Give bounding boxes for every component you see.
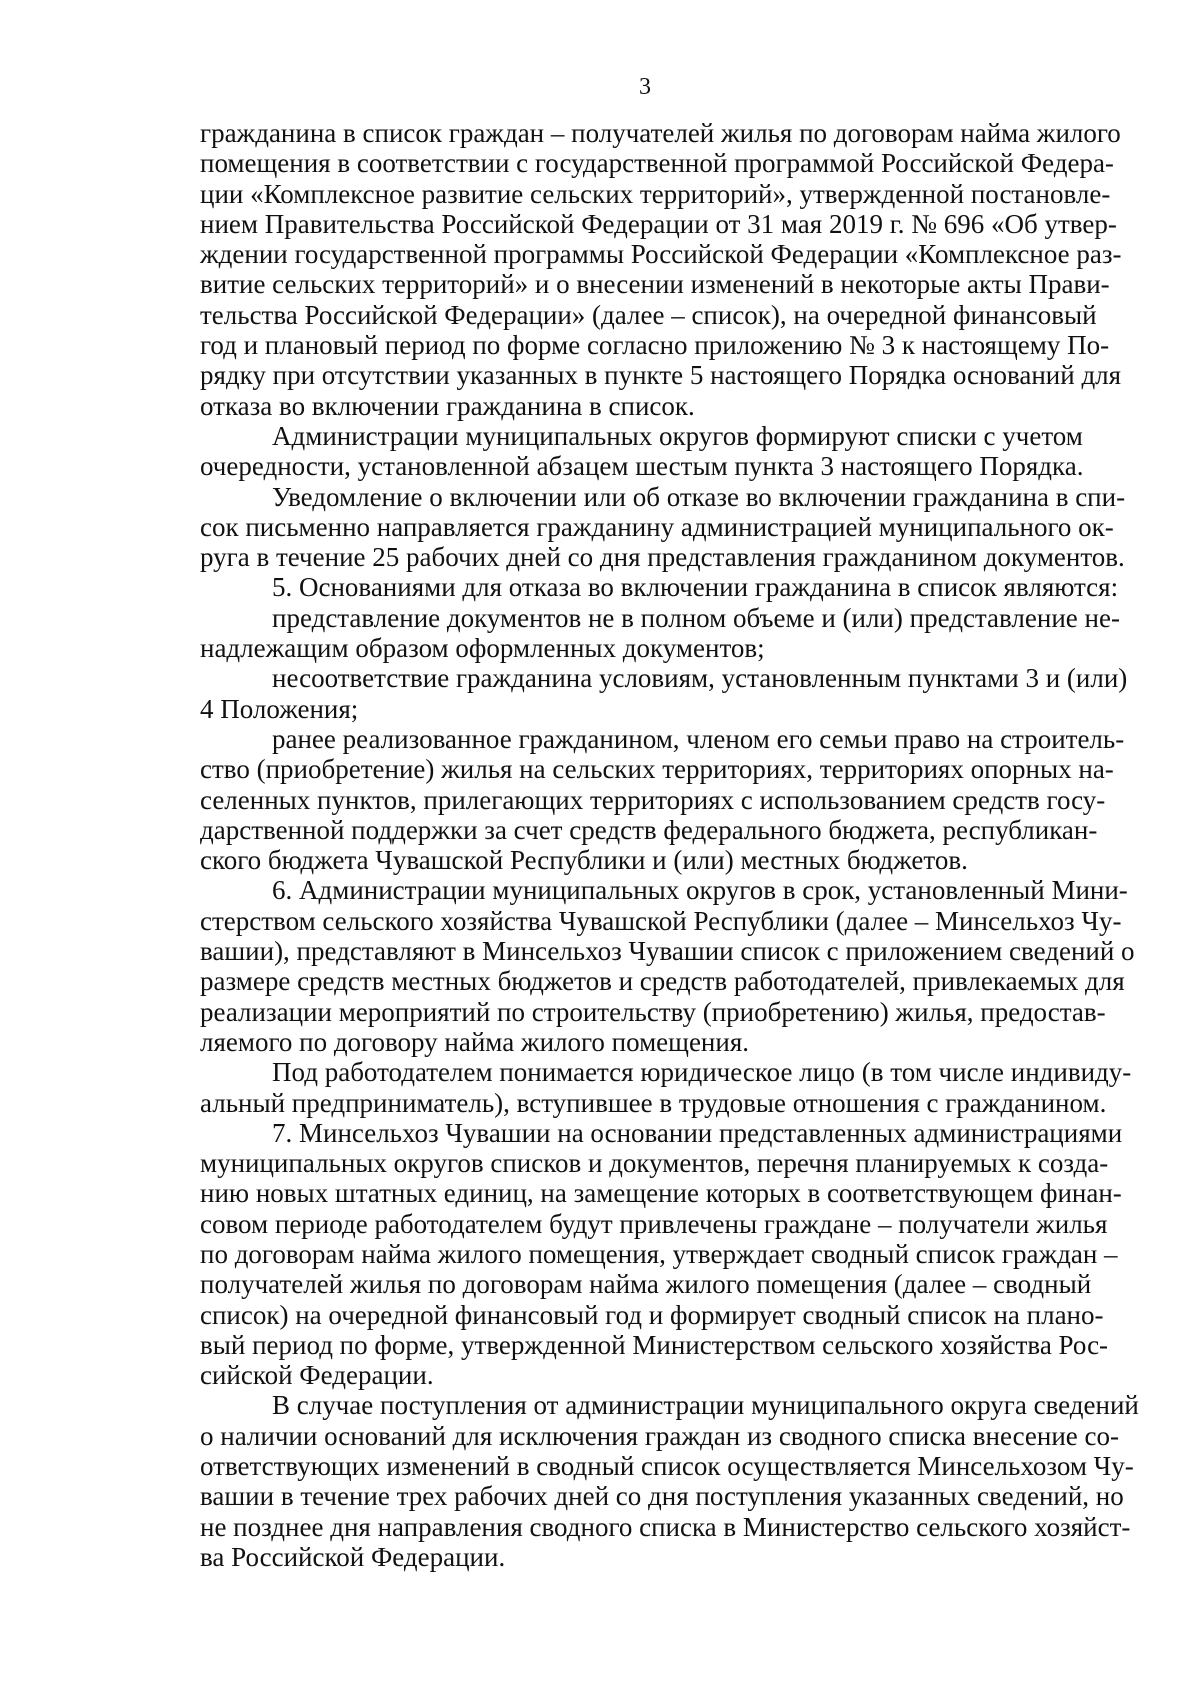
text-line: вашии), представляют в Минсельхоз Чувашии список с приложением сведений о	[200, 936, 1135, 967]
paragraph	[200, 1390, 1139, 1572]
paragraph	[200, 663, 1128, 724]
text-line: получателей жилья по договорам найма жилого помещения (далее – сводный	[200, 1269, 1092, 1300]
text-line: нию новых штатных единиц, на замещение которых в соответствующем финан-	[200, 1178, 1122, 1209]
text-line: Под работодателем понимается юридическое лицо (в том числе индивиду-	[272, 1057, 1132, 1088]
text-line: 4 Положения;	[200, 693, 359, 724]
text-line: дарственной поддержки за счет средств федерального бюджета, республикан-	[200, 814, 1098, 845]
text-line: руга в течение 25 рабочих дней со дня представления гражданином документов.	[200, 542, 1125, 573]
text-line: год и плановый период по форме согласно приложению № 3 к настоящему По-	[200, 330, 1110, 361]
text-line: 6. Администрации муниципальных округов в срок, установленный Мини-	[272, 875, 1128, 906]
text-line: тельства Российской Федерации» (далее – список), на очередной финансовый	[200, 299, 1097, 330]
paragraph	[200, 421, 1082, 482]
text-line: не позднее дня направления сводного списка в Министерство сельского хозяйст-	[200, 1511, 1131, 1542]
text-line: нием Правительства Российской Федерации от 31 мая 2019 г. № 696 «Об утвер-	[200, 208, 1117, 239]
text-line: 7. Минсельхоз Чувашии на основании представленных администрациями	[272, 1117, 1123, 1148]
text-line: гражданина в список граждан – получателей жилья по договорам найма жилого	[200, 118, 1121, 148]
text-line: реализации мероприятий по строительству (приобретению) жилья, предостав-	[200, 996, 1106, 1027]
text-line: селенных пунктов, прилегающих территориях с использованием средств госу-	[200, 784, 1106, 815]
document-body	[200, 118, 1139, 1572]
text-line: рядку при отсутствии указанных в пункте 5 настоящего Порядка оснований для	[200, 360, 1122, 391]
text-line: вый период по форме, утвержденной Министерством сельского хозяйства Рос-	[200, 1329, 1109, 1360]
text-line: витие сельских территорий» и о внесении изменений в некоторые акты Прави-	[200, 269, 1110, 300]
text-line: сок письменно направляется гражданину администрацией муниципального ок-	[200, 511, 1114, 542]
paragraph	[200, 723, 1125, 876]
text-line: ство (приобретение) жилья на сельских территориях, территориях опорных на-	[200, 754, 1114, 785]
page-number: 3	[639, 74, 651, 100]
text-line: очередности, установленной абзацем шестым пункта 3 настоящего Порядка.	[200, 451, 1084, 482]
text-line: ждении государственной программы Российской Федерации «Комплексное раз-	[200, 239, 1122, 270]
paragraph	[200, 1117, 1123, 1391]
text-line: ции «Комплексное развитие сельских территорий», утвержденной постановле-	[200, 178, 1111, 209]
text-line: В случае поступления от администрации муниципального округа сведений	[272, 1390, 1139, 1421]
text-line: ва Российской Федерации.	[200, 1541, 506, 1572]
text-line: представление документов не в полном объеме и (или) представление не-	[272, 602, 1120, 633]
text-line: список) на очередной финансовый год и формирует сводный список на плано-	[200, 1299, 1104, 1330]
text-line: отказа во включении гражданина в список.	[200, 390, 695, 421]
text-line: несоответствие гражданина условиям, установленным пунктами 3 и (или)	[272, 663, 1128, 694]
text-line: Уведомление о включении или об отказе во включении гражданина в спи-	[272, 481, 1126, 512]
paragraph	[200, 118, 1122, 421]
text-line: ранее реализованное гражданином, членом его семьи право на строитель-	[272, 723, 1125, 754]
paragraph	[200, 572, 1119, 603]
paragraph	[200, 481, 1126, 573]
text-line: альный предприниматель), вступившее в трудовые отношения с гражданином.	[200, 1087, 1107, 1118]
text-line: о наличии оснований для исключения граждан из сводного списка внесение со-	[200, 1420, 1120, 1451]
text-line: Администрации муниципальных округов формируют списки с учетом	[272, 420, 1083, 451]
text-line: ского бюджета Чувашской Республики и (или) местных бюджетов.	[200, 845, 968, 876]
text-line: сийской Федерации.	[200, 1360, 434, 1391]
paragraph	[200, 1057, 1132, 1118]
paragraph	[200, 602, 1120, 664]
text-line: ответствующих изменений в сводный список осуществляется Минсельхозом Чу-	[200, 1451, 1134, 1482]
text-line: муниципальных округов списков и документов, перечня планируемых к созда-	[200, 1148, 1109, 1179]
text-line: по договорам найма жилого помещения, утверждает сводный список граждан –	[200, 1238, 1118, 1269]
text-line: вашии в течение трех рабочих дней со дня поступления указанных сведений, но	[200, 1481, 1124, 1512]
text-line: размере средств местных бюджетов и средств работодателей, привлекаемых для	[200, 966, 1125, 997]
text-line: стерством сельского хозяйства Чувашской Республики (далее – Минсельхоз Чу-	[200, 905, 1122, 936]
text-line: помещения в соответствии с государственной программой Российской Федера-	[200, 148, 1114, 179]
text-line: надлежащим образом оформленных документов;	[200, 633, 765, 664]
text-line: ляемого по договору найма жилого помещения.	[200, 1026, 750, 1057]
text-line: 5. Основаниями для отказа во включении гражданина в список являются:	[272, 572, 1119, 603]
paragraph	[200, 875, 1135, 1057]
text-line: совом периоде работодателем будут привлечены граждане – получатели жилья	[200, 1208, 1108, 1239]
